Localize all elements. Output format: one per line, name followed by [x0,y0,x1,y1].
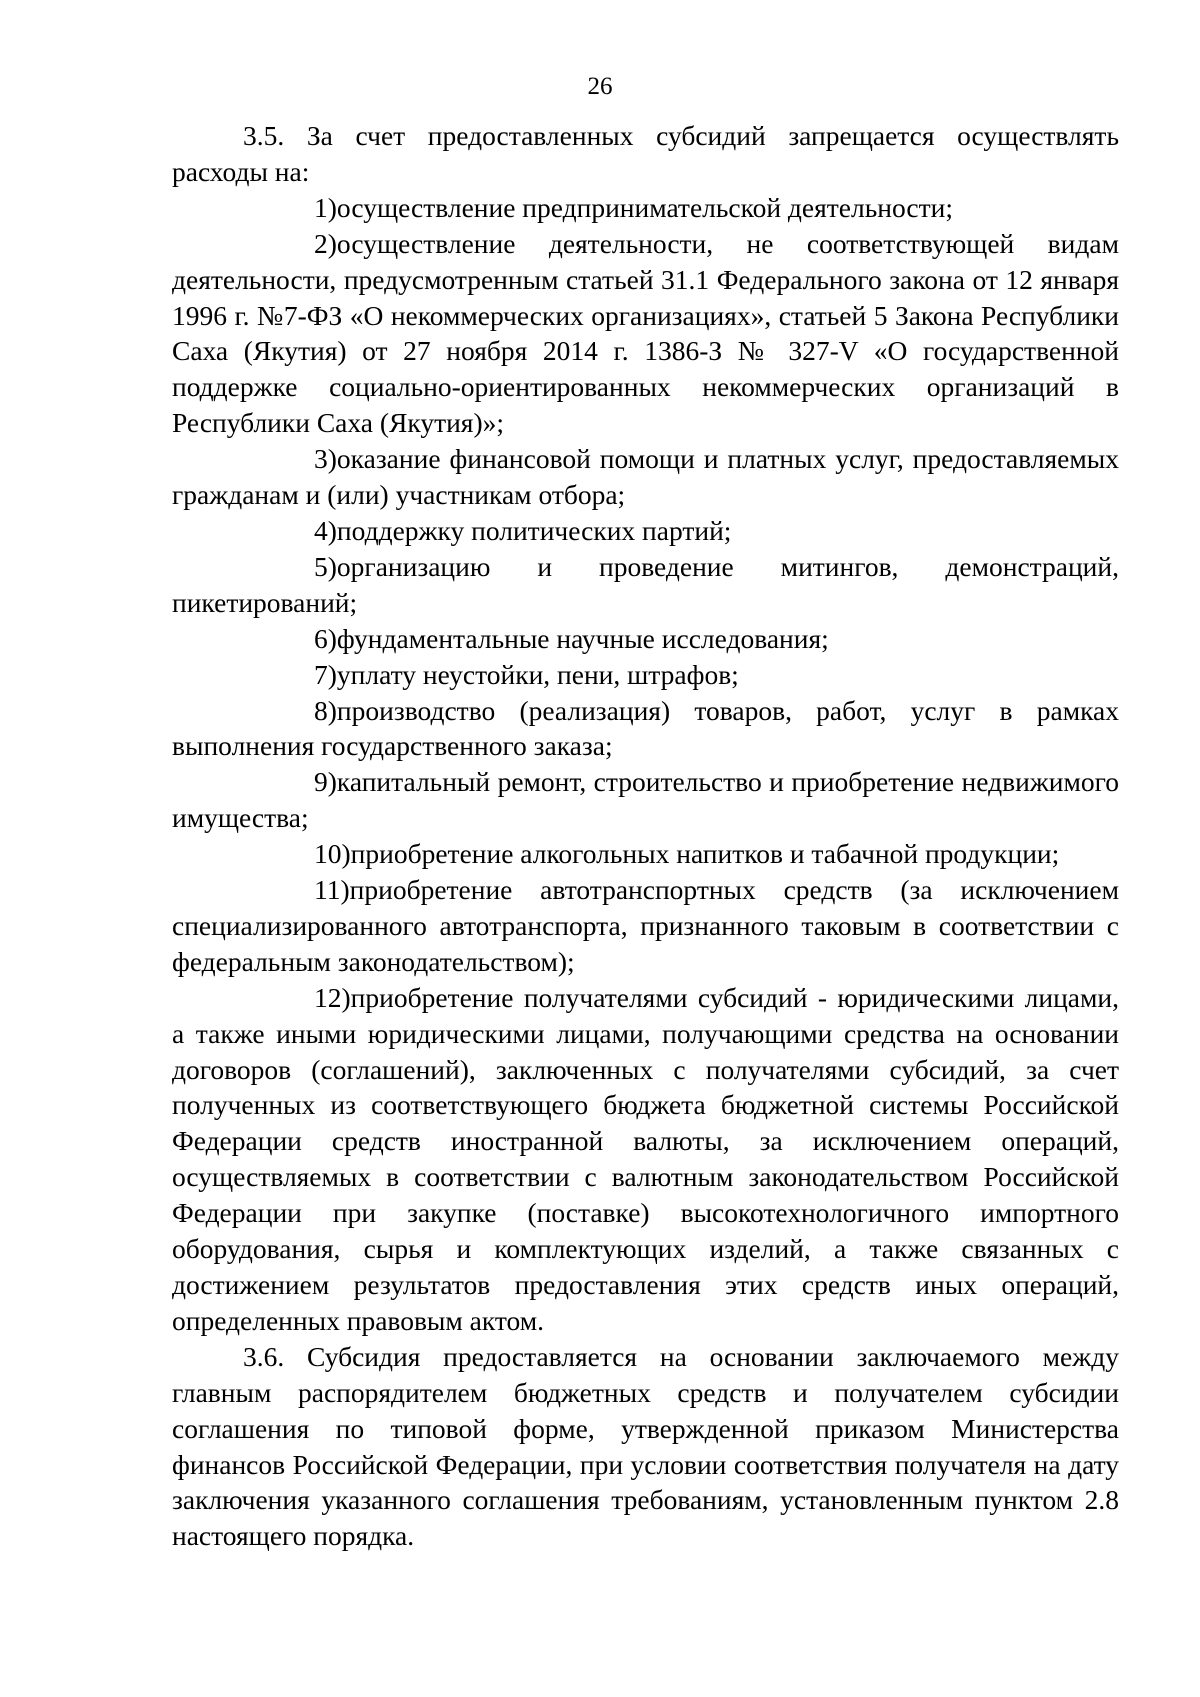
document-body [172,118,1119,1554]
list-item-5 [172,549,1119,621]
list-item-text: осуществление предпринимательской деятельности; [336,191,953,223]
list-item-text: поддержку политических партий; [336,514,732,546]
list-item-text: организацию и проведение митингов, демонстраций, пикетирований; [172,550,1119,618]
list-item-text: осуществление деятельности, не соответствующей видам деятельности, предусмотренным статьей 31.1 Федерального закона от 12 января 1996 г. №7-ФЗ «О некоммерческих организациях», статьей 5 Закона Республики Саха (Якутия) от 27 ноября 2014 г. 1386-З № 327-V «О государственной поддержке социально-ориентированных некоммерческих организаций в Республики Саха (Якутия)»; [172,227,1119,439]
list-item-number: 7) [314,658,337,690]
page-number: 26 [587,73,613,100]
list-item-10 [172,836,1119,872]
list-item-text: оказание финансовой помощи и платных услуг, предоставляемых гражданам и (или) участникам отбора; [172,443,1119,511]
list-item-number: 8) [314,694,337,726]
list-item-3 [172,441,1119,513]
list-item-text: фундаментальные научные исследования; [336,622,829,654]
list-item-number: 11) [314,874,350,906]
list-item-text: уплату неустойки, пени, штрафов; [336,658,739,690]
list-item-6 [172,621,1119,657]
paragraph-text: 3.5. За счет предоставленных субсидий запрещается осуществлять расходы на: [172,120,1119,187]
list-item-text: производство (реализация) товаров, работ, услуг в рамках выполнения государственного заказа; [172,694,1119,762]
paragraph-text: 3.6. Субсидия предоставляется на основании заключаемого между главным распорядителем бюджетных средств и получателем субсидии соглашения по типовой форме, утвержденной приказом Министерства финансов Российской Федерации, при условии соответствия получателя на дату заключения указанного соглашения требованиям, установленным пунктом 2.8 настоящего порядка. [172,1340,1119,1552]
list-item-2 [172,226,1119,441]
list-item-12 [172,980,1119,1339]
list-item-text: приобретение автотранспортных средств (за исключением специализированного автотранспорта, признанного таковым в соответствии с федеральным законодательством); [172,874,1119,977]
paragraph-3-6 [172,1339,1119,1554]
list-item-number: 1) [314,191,337,223]
list-item-text: приобретение алкогольных напитков и табачной продукции; [350,838,1060,870]
list-item-7 [172,657,1119,693]
list-item-8 [172,693,1119,765]
list-item-number: 12) [314,981,351,1013]
list-item-text: приобретение получателями субсидий - юридическими лицами, а также иными юридическими лицами, получающими средства на основании договоров (соглашений), заключенных с получателями субсидий, за счет полученных из соответствующего бюджета бюджетной системы Российской Федерации средств иностранной валюты, за исключением операций, осуществляемых в соответствии с валютным законодательством Российской Федерации при закупке (поставке) высокотехнологичного импортного оборудования, сырья и комплектующих изделий, а также связанных с достижением результатов предоставления этих средств иных операций, определенных правовым актом. [172,981,1119,1336]
paragraph-3-5 [172,118,1119,190]
list-item-number: 9) [314,766,337,798]
list-item-number: 5) [314,550,337,582]
list-item-11 [172,872,1119,980]
list-item-number: 6) [314,622,337,654]
list-item-text: капитальный ремонт, строительство и приобретение недвижимого имущества; [172,766,1119,834]
list-item-number: 3) [314,443,337,475]
list-item-number: 2) [314,227,337,259]
list-item-number: 10) [314,838,351,870]
list-item-4 [172,513,1119,549]
list-item-1 [172,190,1119,226]
list-item-9 [172,764,1119,836]
list-item-number: 4) [314,514,337,546]
